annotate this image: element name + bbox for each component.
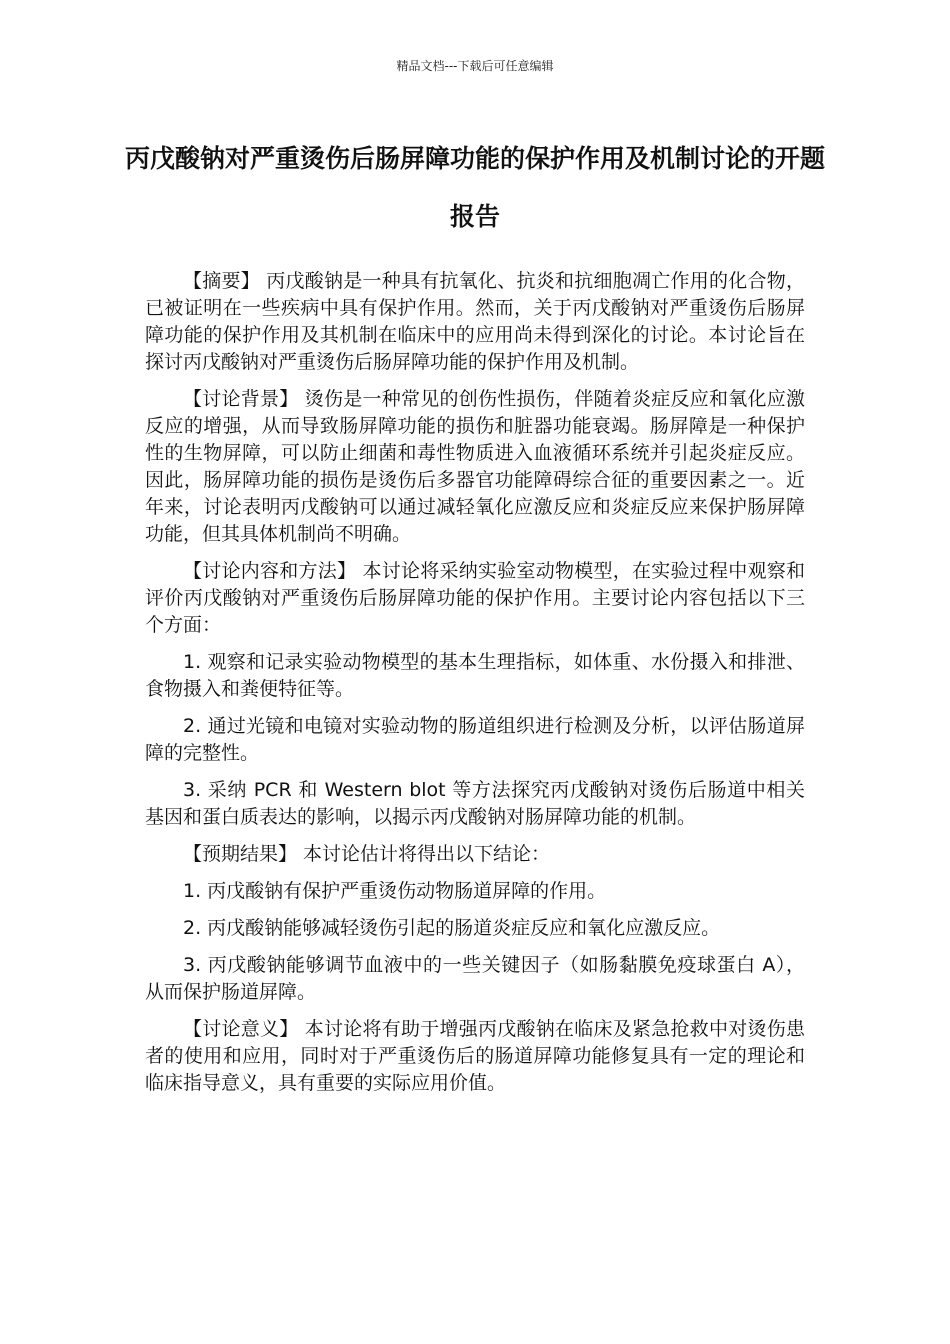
- background-text: 烫伤是一种常见的创伤性损伤，伴随着炎症反应和氧化应激反应的增强，从而导致肠屏障功能的损伤和脏器功能衰竭。肠屏障是一种保护性的生物屏障，可以防止细菌和毒性物质进入血液循环系统并引起炎症反应。因此，肠屏障功能的损伤是烫伤后多器官功能障碍综合征的重要因素之一。近年来，讨论表明丙戊酸钠可以通过减轻氧化应激反应和炎症反应来保护肠屏障功能，但其具体机制尚不明确。: [145, 388, 805, 545]
- methods-item-2: 2. 通过光镜和电镜对实验动物的肠道组织进行检测及分析，以评估肠道屏障的完整性。: [145, 715, 805, 764]
- results-paragraph: [145, 841, 805, 868]
- background-label: 【讨论背景】: [183, 388, 305, 410]
- results-label: 【预期结果】: [183, 843, 304, 865]
- results-item-1: 1. 丙戊酸钠有保护严重烫伤动物肠道屏障的作用。: [183, 880, 607, 902]
- background-paragraph: [145, 386, 805, 548]
- significance-text: 本讨论将有助于增强丙戊酸钠在临床及紧急抢救中对烫伤患者的使用和应用，同时对于严重烫伤后的肠道屏障功能修复具有一定的理论和临床指导意义，具有重要的实际应用价值。: [145, 1018, 805, 1094]
- significance-paragraph: [145, 1016, 805, 1097]
- header-note: 精品文档---下载后可任意编辑: [396, 59, 554, 73]
- methods-paragraph: [145, 558, 805, 639]
- document-title: 丙戊酸钠对严重烫伤后肠屏障功能的保护作用及机制讨论的开题报告: [124, 144, 825, 231]
- methods-item-3: 3. 采纳 PCR 和 Western blot 等方法探究丙戊酸钠对烫伤后肠道中相关基因和蛋白质表达的影响，以揭示丙戊酸钠对肠屏障功能的机制。: [145, 779, 805, 828]
- document-body: [145, 268, 805, 1107]
- methods-item-1: 1. 观察和记录实验动物模型的基本生理指标，如体重、水份摄入和排泄、食物摄入和粪便特征等。: [145, 651, 805, 700]
- methods-label: 【讨论内容和方法】: [183, 560, 363, 582]
- abstract-label: 【摘要】: [183, 270, 267, 292]
- results-item-2: 2. 丙戊酸钠能够减轻烫伤引起的肠道炎症反应和氧化应激反应。: [183, 917, 721, 939]
- abstract-paragraph: [145, 268, 805, 376]
- abstract-text: 丙戊酸钠是一种具有抗氧化、抗炎和抗细胞凋亡作用的化合物，已被证明在一些疾病中具有保护作用。然而，关于丙戊酸钠对严重烫伤后肠屏障功能的保护作用及其机制在临床中的应用尚未得到深化的讨论。本讨论旨在探讨丙戊酸钠对严重烫伤后肠屏障功能的保护作用及机制。: [145, 270, 805, 373]
- significance-label: 【讨论意义】: [183, 1018, 305, 1040]
- results-item-3: 3. 丙戊酸钠能够调节血液中的一些关键因子（如肠黏膜免疫球蛋白 A），从而保护肠道屏障。: [145, 954, 805, 1003]
- results-text: 本讨论估计将得出以下结论：: [303, 843, 551, 865]
- methods-text: 本讨论将采纳实验室动物模型，在实验过程中观察和评价丙戊酸钠对严重烫伤后肠屏障功能的保护作用。主要讨论内容包括以下三个方面：: [145, 560, 805, 636]
